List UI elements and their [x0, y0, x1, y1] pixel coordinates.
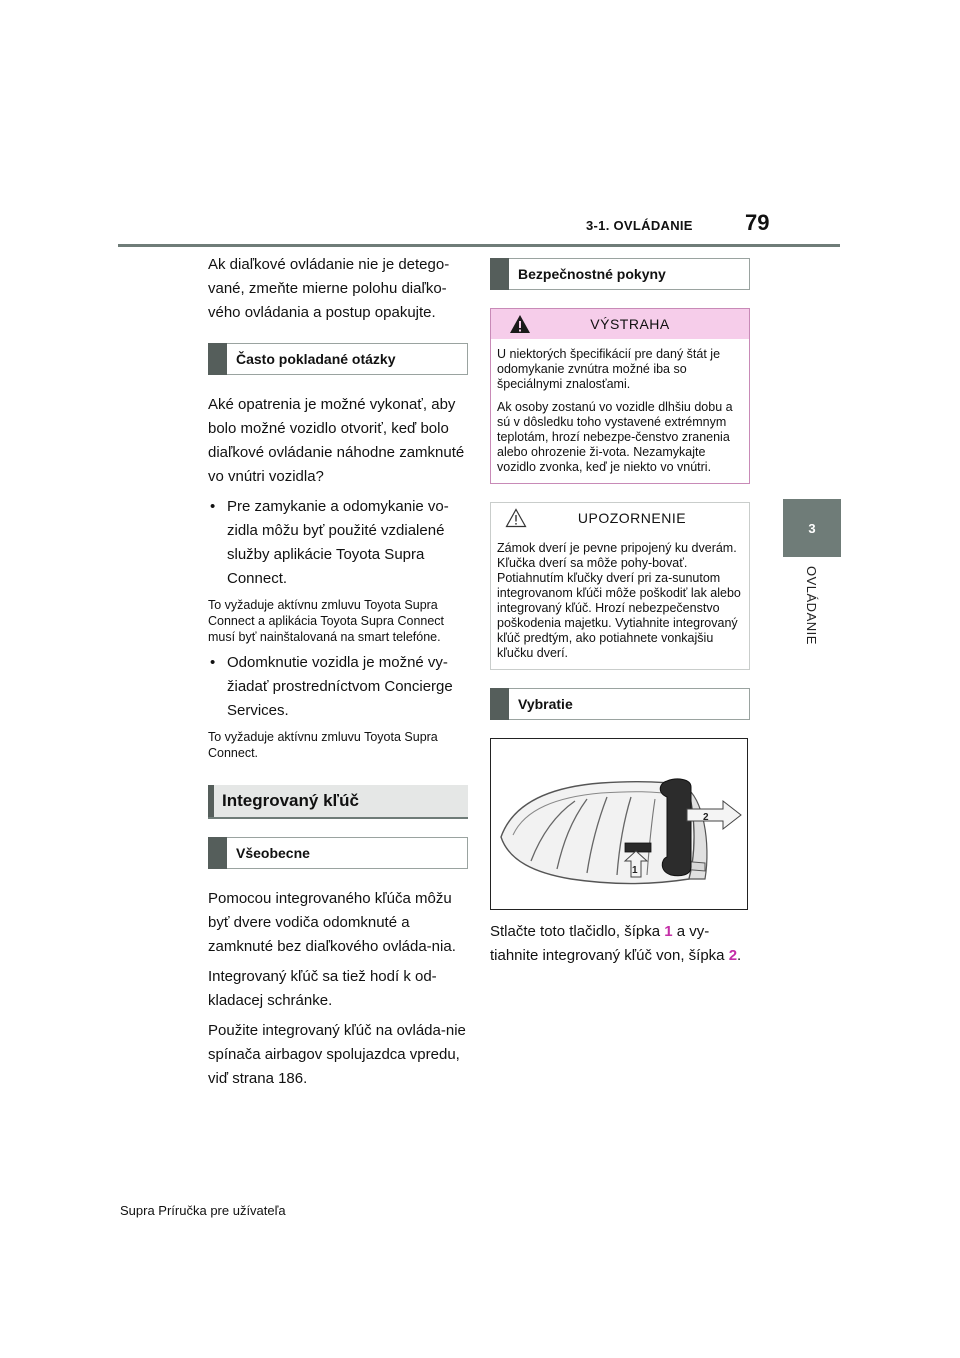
caption-text: Stlačte toto tlačidlo, šípka: [490, 923, 665, 940]
caution-body: [491, 533, 749, 669]
header-section-title: 3-1. OVLÁDANIE: [586, 218, 693, 233]
arrow-ref-1: 1: [664, 923, 673, 940]
general-heading: [208, 837, 468, 869]
footer-text: Supra Príručka pre užívateľa: [120, 1203, 286, 1218]
warning-paragraph: U niektorých špecifikácií pre daný štát je odomykanie zvnútra možné iba so špeciálnymi znalosťami.: [497, 347, 721, 391]
key-heading: [208, 785, 468, 819]
removal-heading-text: Vybratie: [518, 696, 573, 712]
chapter-tab-number: 3: [783, 499, 841, 557]
caption-text: .: [737, 947, 742, 964]
caution-box: [490, 502, 750, 670]
right-column: [490, 258, 750, 974]
warning-box: [490, 308, 750, 484]
caution-title: UPOZORNENIE: [577, 510, 687, 526]
body-paragraph: Použite integrovaný kľúč na ovláda-nie spínača airbagov spolujazdca vpredu, viď strana 186.: [208, 1022, 466, 1087]
bullet-text: Odomknutie vozidla je možné vy-žiadať prostredníctvom Concierge Services.: [227, 654, 453, 719]
heading-bar: [208, 343, 227, 375]
body-paragraph: Integrovaný kľúč sa tiež hodí k od-kladacej schránke.: [208, 968, 437, 1009]
key-fob-illustration: [491, 739, 747, 909]
caution-paragraph: Zámok dverí je pevne pripojený ku dverám. Kľučka dverí sa môže pohy-bovať. Potiahnutím kľučky dverí pri za-sunutom integrovanom kľúči môže poškodiť lak alebo integrovaný kľúč. Hrozí nebezpečenstvo poškodenia majetku. Vytiahnite integrovaný kľúč predtým, ako potiahnete vonkajšiu kľučku dverí.: [497, 541, 741, 660]
header-rule: [118, 244, 840, 247]
heading-bar: [490, 688, 509, 720]
bullet-dot: •: [210, 654, 216, 671]
bullet-text: Pre zamykanie a odomykanie vo-zidla môžu byť použité vzdialené služby aplikácie Toyota Supra Connect.: [227, 498, 449, 587]
figure-caption: [490, 920, 750, 968]
heading-bar: [490, 258, 509, 290]
caution-triangle-icon: [505, 508, 527, 528]
list-item: [208, 651, 468, 723]
faq-heading-text: Často pokladané otázky: [236, 351, 396, 367]
arrow-ref-2: 2: [728, 947, 738, 964]
safety-heading-text: Bezpečnostné pokyny: [518, 266, 666, 282]
general-heading-text: Všeobecne: [236, 845, 310, 861]
warning-triangle-icon: [509, 314, 531, 334]
figure-arrow-label-1: 1: [632, 865, 638, 876]
chapter-tab-title-text: OVLÁDANIE: [804, 566, 819, 645]
removal-heading: [490, 688, 750, 720]
key-removal-figure: [490, 738, 748, 910]
figure-arrow-label-2: 2: [703, 812, 709, 823]
caption-text: a vy-tiahnite integrovaný kľúč von, šípka: [490, 923, 729, 964]
bullet-dot: •: [210, 498, 216, 515]
page-number: 79: [745, 210, 770, 235]
faq-question: Aké opatrenia je možné vykonať, aby bolo možné vozidlo otvoriť, keď bolo diaľkové ovládanie náhodne zamknuté vo vnútri vozidla?: [208, 396, 465, 485]
left-column: [208, 253, 468, 1097]
note-paragraph: To vyžaduje aktívnu zmluvu Toyota Supra Connect.: [208, 730, 438, 760]
warning-header: [491, 309, 749, 339]
safety-heading: [490, 258, 750, 290]
list-item: [208, 495, 468, 591]
caution-header: [491, 503, 749, 533]
heading-bar: [208, 837, 227, 869]
chapter-tab-title: [772, 560, 852, 670]
warning-paragraph: Ak osoby zostanú vo vozidle dlhšiu dobu a sú v dôsledku toho vystavené extrémnym teplotám, hrozí nebezpe-čenstvo zranenia alebo ohrozenie ži-vota. Nezamykajte vozidlo zvonka, keď je niekto vo vnútri.: [497, 400, 733, 474]
key-heading-text: Integrovaný kľúč: [222, 791, 359, 810]
faq-heading: [208, 343, 468, 375]
warning-body: [491, 339, 749, 483]
intro-paragraph: Ak diaľkové ovládanie nie je detego-vané, zmeňte mierne polohu diaľko-vého ovládania a postup opakujte.: [208, 256, 450, 321]
body-paragraph: Pomocou integrovaného kľúča môžu byť dvere vodiča odomknuté a zamknuté bez diaľkového ovláda-nia.: [208, 890, 456, 955]
heading-bar: [208, 785, 214, 817]
note-paragraph: To vyžaduje aktívnu zmluvu Toyota Supra Connect a aplikácia Toyota Supra Connect musí byť nainštalovaná na smart telefóne.: [208, 598, 445, 644]
warning-title: VÝSTRAHA: [590, 316, 670, 332]
